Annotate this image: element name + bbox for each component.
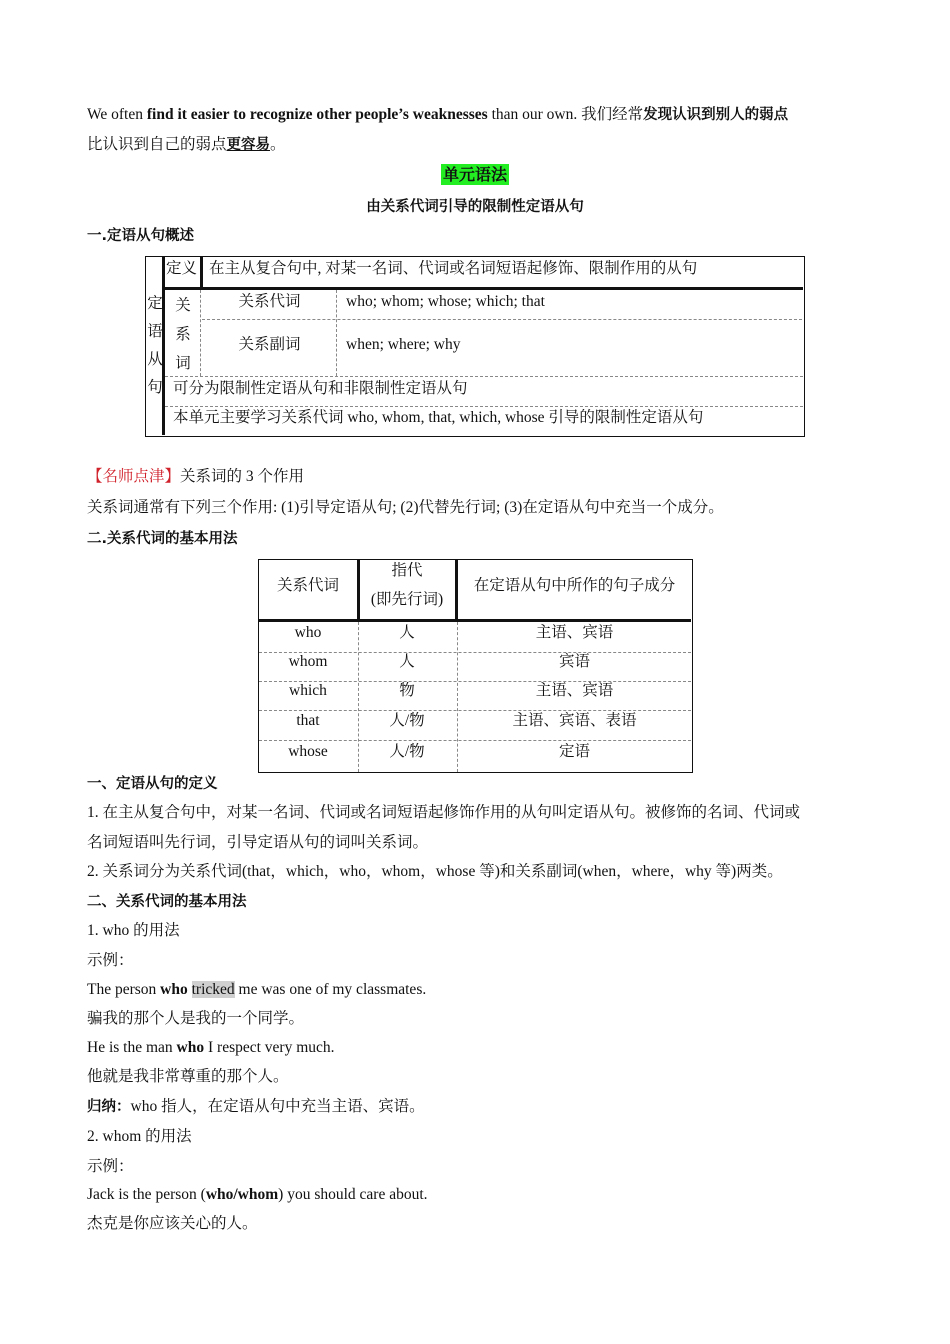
- table-cell-role: 主语、宾语: [535, 624, 614, 641]
- header-antecedent: (即先行词): [370, 591, 444, 608]
- example-sentence: [87, 979, 877, 1001]
- table-cell-referent: 物: [399, 682, 415, 699]
- example-translation: 杰克是你应该关心的人。: [87, 1215, 258, 1232]
- intro-cn-bold: 发现认识到别人的弱点: [643, 107, 789, 123]
- tip-title: [87, 466, 877, 488]
- intro-line-1: [87, 104, 877, 126]
- table-cell-pronoun: which: [289, 682, 327, 699]
- relative-word-label: [166, 291, 200, 378]
- example-translation: 骗我的那个人是我的一个同学。: [87, 1010, 305, 1027]
- table-cell-pronoun: that: [296, 712, 320, 729]
- header-relative-pronoun: 关系代词: [276, 577, 339, 594]
- relative-pronoun-label: 关系代词: [238, 293, 301, 310]
- relative-word-char: 关: [175, 297, 191, 314]
- example-sentence: [87, 1184, 877, 1206]
- tip-title-text: 关系词的 3 个作用: [180, 468, 305, 485]
- intro-text: 。: [270, 136, 286, 153]
- example-text: me was one of my classmates.: [234, 981, 427, 998]
- definition-label: 定义: [166, 260, 198, 277]
- section-heading-usage: 二.关系代词的基本用法: [87, 531, 238, 547]
- relative-adverb-label: 关系副词: [238, 336, 301, 353]
- intro-cn-underlined: 更容易: [226, 137, 271, 153]
- tip-tag: 【名师点津】: [87, 468, 181, 485]
- table-cell-pronoun: who: [294, 624, 322, 641]
- side-label-char: 从: [147, 351, 163, 368]
- clause-types-row: 可分为限制性定语从句和非限制性定语从句: [173, 380, 468, 397]
- intro-phrase-bold: find it easier to recognize other people’s weaknesses: [146, 106, 488, 123]
- unit-focus-row: 本单元主要学习关系代词 who, whom, that, which, whose 引导的限制性定语从句: [173, 409, 704, 426]
- table-cell-referent: 人: [399, 624, 415, 641]
- summary-label: 归纳：: [87, 1099, 131, 1115]
- intro-text: We often: [87, 106, 147, 123]
- header-refers-to: 指代: [391, 562, 423, 579]
- intro-text: than our own. 我们经常: [487, 106, 644, 123]
- unit-title-text: 单元语法: [442, 165, 507, 184]
- highlighted-word: tricked: [191, 981, 235, 998]
- section-subtitle: 由关系代词引导的限制性定语从句: [366, 199, 584, 215]
- table-cell-role: 宾语: [558, 653, 590, 670]
- summary-text: who 指人，在定语从句中充当主语、宾语。: [130, 1098, 425, 1115]
- relative-pronoun-list: who; whom; whose; which; that: [346, 293, 545, 310]
- example-label: 示例：: [87, 952, 134, 969]
- example-text: The person: [87, 981, 161, 998]
- table-cell-referent: 人/物: [389, 743, 425, 760]
- table-border: [165, 287, 803, 290]
- side-label-char: 句: [147, 379, 163, 396]
- header-clause-role: 在定语从句中所作的句子成分: [473, 577, 676, 594]
- summary-line: [87, 1096, 877, 1118]
- example-text: I respect very much.: [204, 1039, 335, 1056]
- heading-usage: 二、关系代词的基本用法: [87, 894, 247, 910]
- intro-line-2: [87, 134, 877, 156]
- example-sentence: [87, 1037, 877, 1059]
- table-cell-pronoun: whose: [288, 743, 328, 760]
- table-border: [200, 257, 203, 288]
- relative-word-char: 系: [175, 326, 191, 343]
- side-label-char: 定: [147, 295, 163, 312]
- table-cell-role: 定语: [558, 743, 590, 760]
- table-cell-pronoun: whom: [288, 653, 328, 670]
- definition-paragraph: 1. 在主从复合句中，对某一名词、代词或名词短语起修饰作用的从句叫定语从句。被修饰的名词、代词或: [87, 804, 801, 821]
- heading-definition: 一、定语从句的定义: [87, 776, 218, 792]
- table-cell-role: 主语、宾语、表语: [512, 712, 637, 729]
- example-text: ) you should care about.: [278, 1186, 428, 1203]
- table-cell-referent: 人/物: [389, 712, 425, 729]
- example-text: He is the man: [87, 1039, 177, 1056]
- table-divider: [165, 376, 803, 377]
- unit-title: [0, 164, 950, 187]
- definition-text: 在主从复合句中, 对某一名词、代词或名词短语起修饰、限制作用的从句: [209, 260, 698, 277]
- example-text: Jack is the person (: [87, 1186, 206, 1203]
- who-usage-title: 1. who 的用法: [87, 922, 180, 939]
- example-relative-word: who/whom: [205, 1186, 279, 1203]
- side-label-char: 语: [147, 323, 163, 340]
- intro-text: 比认识到自己的弱点: [87, 136, 227, 153]
- tip-text: 关系词通常有下列三个作用: (1)引导定语从句; (2)代替先行词; (3)在定语从句中充当一个成分。: [87, 499, 724, 516]
- relative-adverb-list: when; where; why: [346, 336, 461, 353]
- table-cell-referent: 人: [399, 653, 415, 670]
- whom-usage-title: 2. whom 的用法: [87, 1128, 192, 1145]
- definition-paragraph: 2. 关系词分为关系代词(that，which，who，whom，whose 等)和关系副词(when，where，why 等)两类。: [87, 863, 783, 880]
- example-label: 示例：: [87, 1158, 134, 1175]
- table-divider: [200, 290, 201, 376]
- table-divider: [336, 290, 337, 376]
- example-translation: 他就是我非常尊重的那个人。: [87, 1068, 289, 1085]
- section-heading-overview: 一.定语从句概述: [87, 228, 195, 244]
- side-label: [147, 290, 163, 402]
- example-relative-word: who: [176, 1039, 205, 1056]
- overview-table: [145, 256, 805, 437]
- relative-word-char: 词: [175, 355, 191, 372]
- example-relative-word: who: [160, 981, 188, 998]
- table-cell-role: 主语、宾语: [535, 682, 614, 699]
- table-divider: [165, 406, 803, 407]
- relative-pronoun-table: [258, 559, 693, 773]
- definition-paragraph: 名词短语叫先行词，引导定语从句的词叫关系词。: [87, 834, 429, 851]
- table-divider: [202, 319, 802, 320]
